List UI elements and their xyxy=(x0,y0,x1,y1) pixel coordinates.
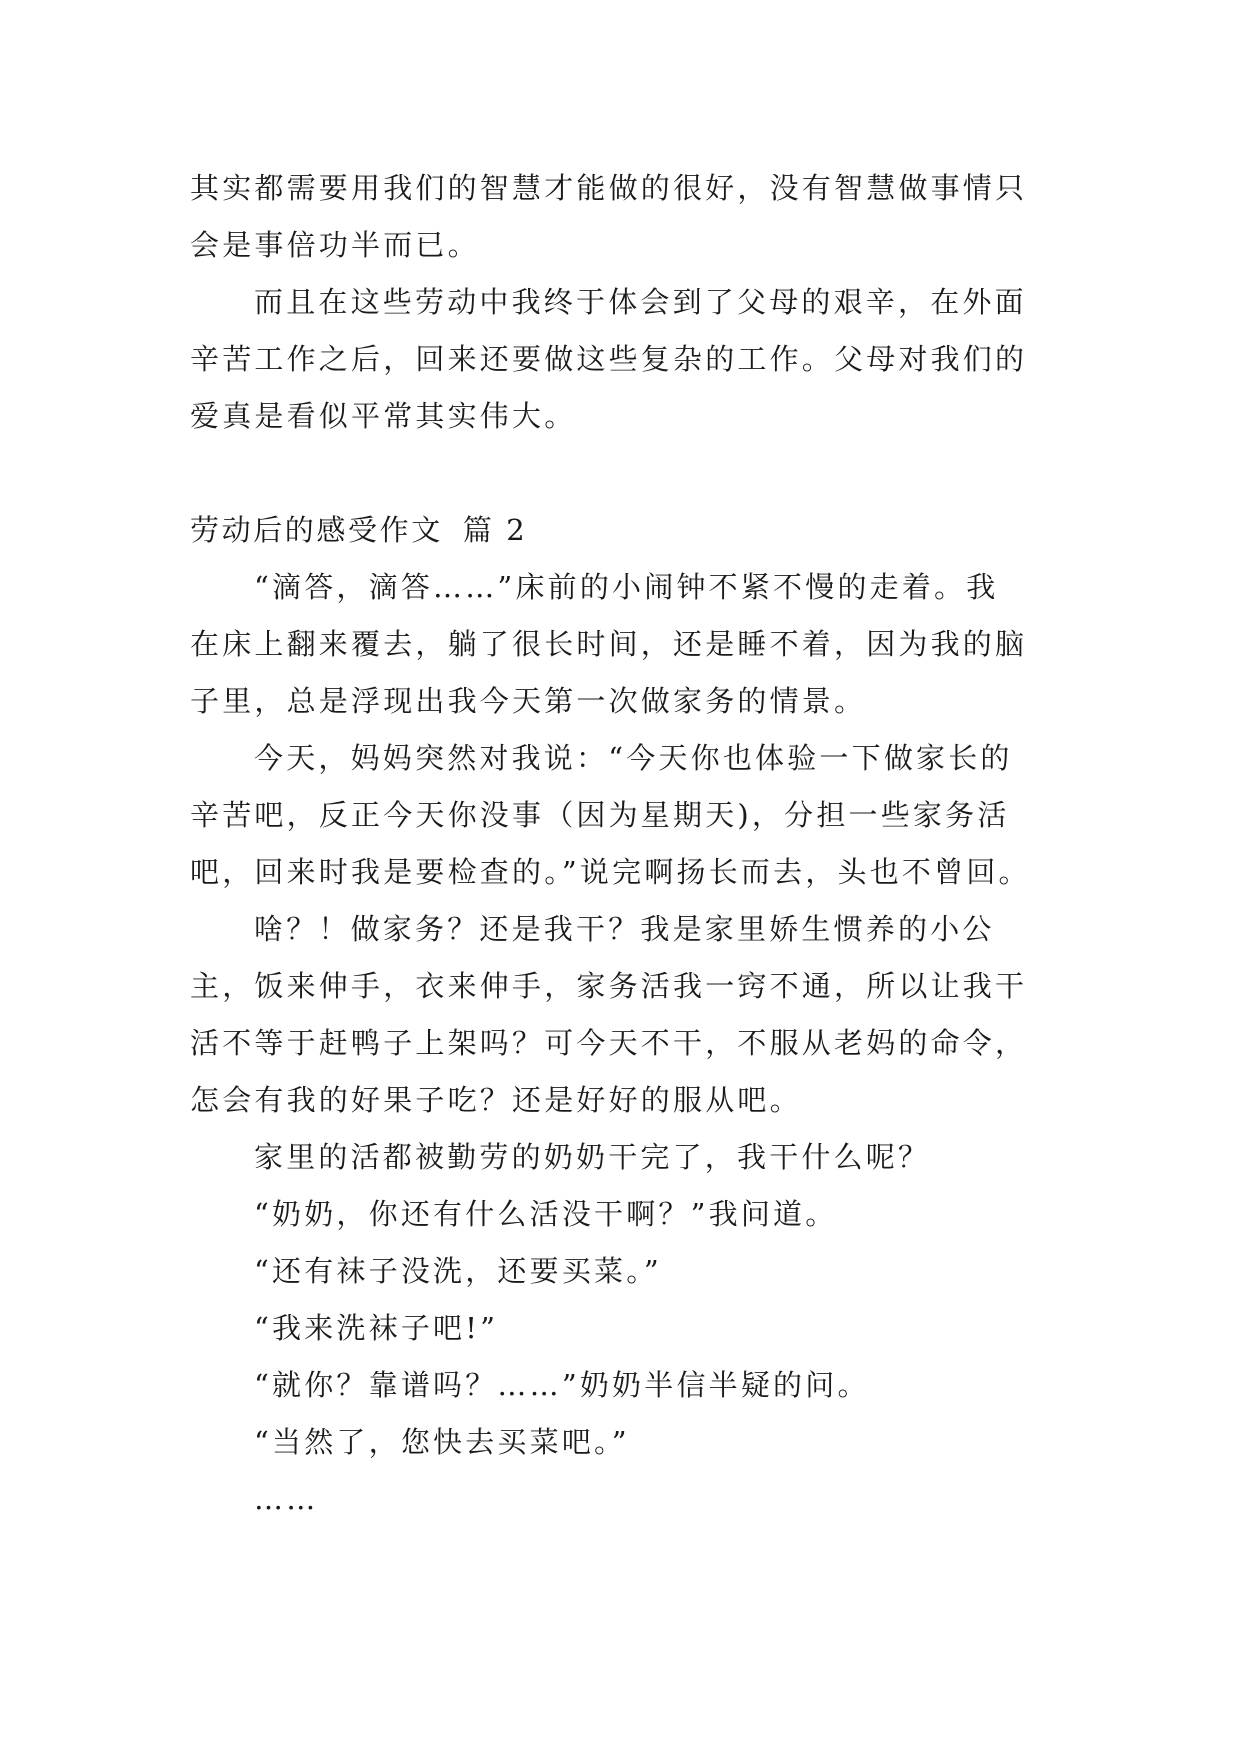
section-title: 劳动后的感受作文 xyxy=(190,513,443,547)
dialogue-line: “我来洗袜子吧!” xyxy=(254,1311,499,1345)
dialogue-line: “奶奶，你还有什么活没干啊？”我问道。 xyxy=(254,1197,838,1231)
text-line: 爱真是看似平常其实伟大。 xyxy=(190,399,577,433)
text-line: 在床上翻来覆去，躺了很长时间，还是睡不着，因为我的脑 xyxy=(190,627,1028,661)
text-line: 辛苦工作之后，回来还要做这些复杂的工作。父母对我们的 xyxy=(190,342,1028,376)
text-line: 子里，总是浮现出我今天第一次做家务的情景。 xyxy=(190,684,867,718)
section-heading xyxy=(190,502,1060,559)
text-line: 主，饭来伸手，衣来伸手，家务活我一窍不通，所以让我干 xyxy=(190,969,1028,1003)
paragraph-first-line: 今天，妈妈突然对我说：“今天你也体验一下做家长的 xyxy=(254,741,1013,775)
paragraph-first-line: “滴答，滴答……”床前的小闹钟不紧不慢的走着。我 xyxy=(254,570,999,604)
text-line: 会是事倍功半而已。 xyxy=(190,228,480,262)
ellipsis-line: …… xyxy=(254,1482,319,1516)
paragraph-first-line: 家里的活都被勤劳的奶奶干完了，我干什么呢？ xyxy=(254,1140,931,1174)
dialogue-line: “就你？靠谱吗？……”奶奶半信半疑的问。 xyxy=(254,1368,870,1402)
text-line: 吧，回来时我是要检查的。”说完啊扬长而去，头也不曾回。 xyxy=(190,855,1031,889)
text-line: 活不等于赶鸭子上架吗？可今天不干，不服从老妈的命令， xyxy=(190,1026,1028,1060)
text-line: 辛苦吧，反正今天你没事（因为星期天)，分担一些家务活 xyxy=(190,798,1010,832)
dialogue-line: “还有袜子没洗，还要买菜。” xyxy=(254,1254,662,1288)
section-label: 篇 2 xyxy=(462,513,528,547)
blank-line xyxy=(190,445,1060,502)
paragraph-first-line: 而且在这些劳动中我终于体会到了父母的艰辛，在外面 xyxy=(254,285,1027,319)
text-line: 其实都需要用我们的智慧才能做的很好，没有智慧做事情只 xyxy=(190,171,1028,205)
paragraph-first-line: 啥？！做家务？还是我干？我是家里娇生惯养的小公 xyxy=(254,912,995,946)
document-body xyxy=(190,160,1060,1528)
dialogue-line: “当然了，您快去买菜吧。” xyxy=(254,1425,630,1459)
text-line: 怎会有我的好果子吃？还是好好的服从吧。 xyxy=(190,1083,802,1117)
